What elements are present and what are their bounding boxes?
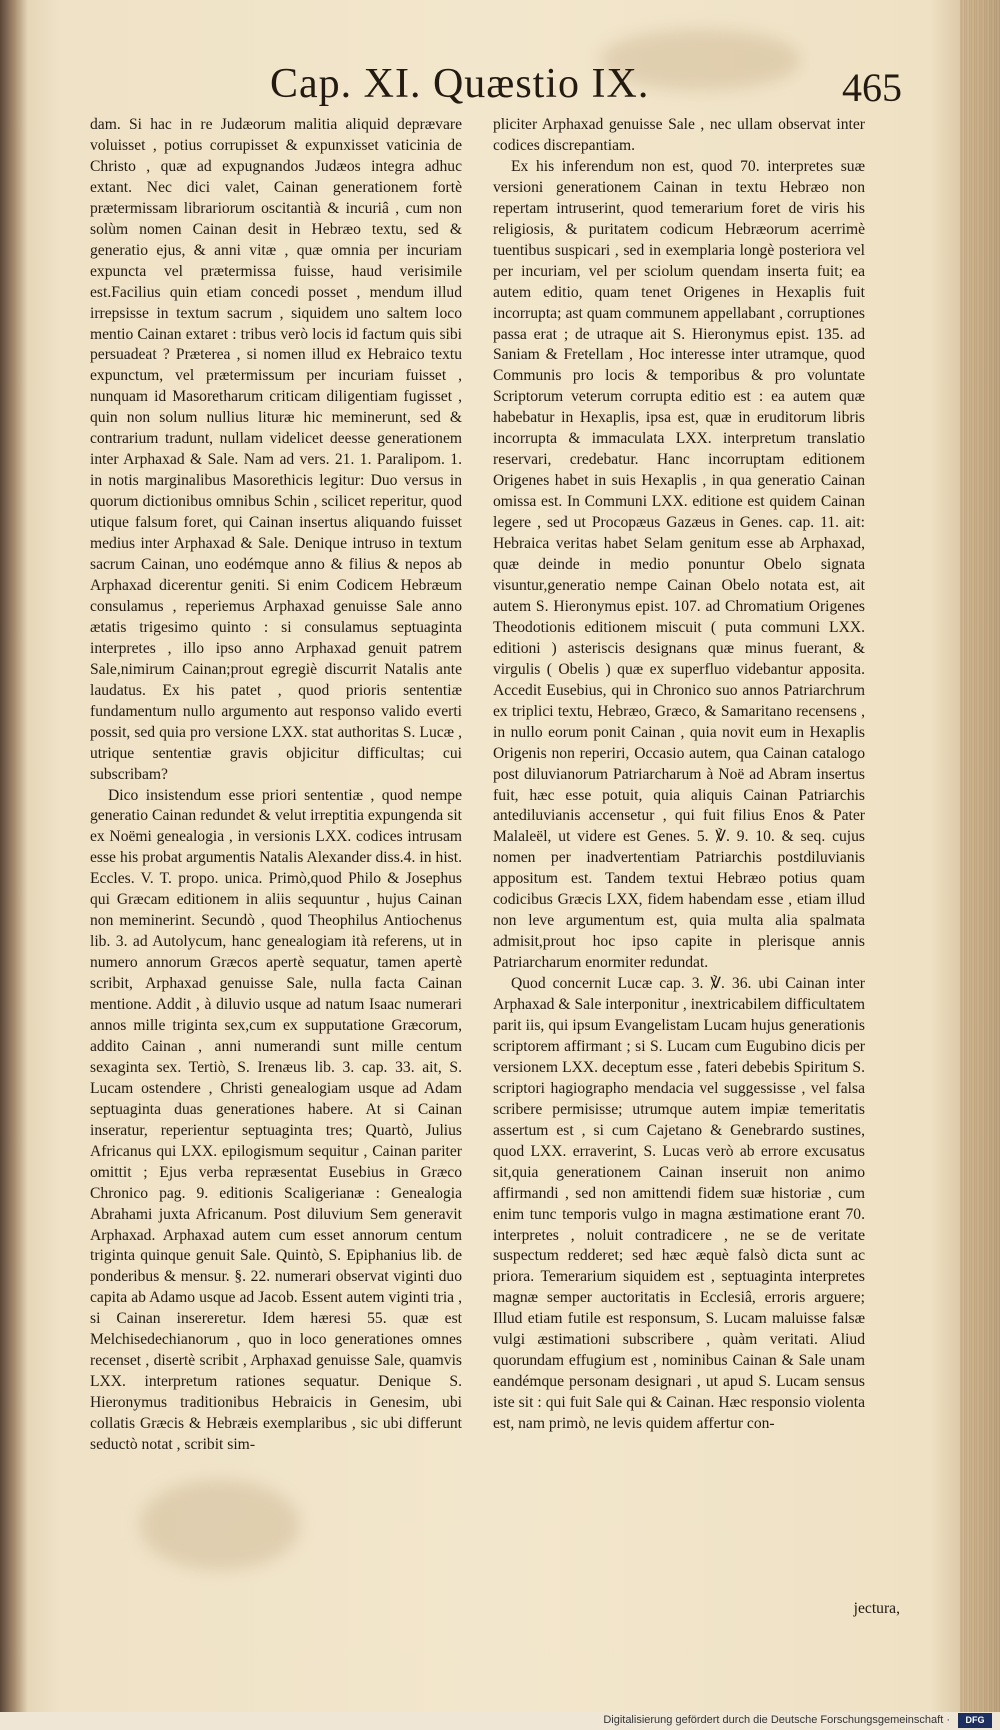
page-number: 465 [842, 65, 902, 110]
right-paragraph-1: pliciter Arphaxad genuisse Sale , nec ullam observat inter codices discrepantiam. [493, 116, 865, 154]
left-paragraph-1: dam. Si hac in re Judæorum malitia aliquid deprævare voluisset , potius corrupisset & expunxisset vaticinia de Christo , quæ ad expugnandos Judæos integra adhuc extant. Nec dici valet, Cainan generationem fortè prætermissam librariorum oscitantià & incuriâ , cum non solùm nomen Cainan desit in Hebræo textu, sed & generatio ejus, & anni vitæ , quæ omnia per incuriam expuncta vel prætermissa fuisse, haud verisimile est.Facilius quin etiam concedi posset , mendum illud irrepsisse in textum sacrum , siquidem uno saltem loco mentio Cainan extaret : tribus verò locis id factum quis sibi persuadeat ? Præterea , si nomen illud ex Hebraico textu expunctum, vel prætermissum per incuriam fuisset , nunquam id Masoretharum criticam diligentiam fugisset , quin non solum nullius lituræ hic meminerunt, sed & contrarium tradunt, nullam videlicet deesse generationem inter Arphaxad & Sale. Nam ad vers. 21. 1. Paralipom. 1. in notis marginalibus Masorethicis legitur: Duo versus in quorum dictionibus omnibus Schin , scilicet reperitur, quod utique falsum foret, qui Cainan insertus aliquando fuisset medius inter Arphaxad & Sale. Denique intruso in textum sacrum Cainan, uno eodémque anno & filius & nepos ab Arphaxad dicerentur geniti. Si enim Codicem Hebræum consulamus , reperiemus Arphaxad genuisse Sale anno ætatis trigesimo quinto : si consulamus septuaginta interpretes , illo ipso anno Arphaxad genuit patrem Sale,nimirum Cainan;prout egregiè discurrit Natalis ante laudatus. Ex his patet , quod prioris sententiæ fundamentum nullo argumento aut responso valido everti possit, sed quia pro versione LXX. stat authoritas S. Lucæ , utrique sententiæ gravis objicitur difficultas; cui subscribam? [90, 116, 462, 783]
page-header [90, 60, 910, 110]
left-paragraph-2: Dico insistendum esse priori sententiæ , quod nempe generatio Cainan redundet & velut irreptitia expungenda sit ex Noëmi genealogia , in versionis LXX. codices intrusam esse his probat argumentis Natalis Alexander diss.4. in hist. Eccles. V. T. propo. unica. Primò,quod Philo & Josephus qui Græcam editionem in aliis sequuntur , hujus Cainan non meminerint. Secundò , quod Theophilus Antiochenus lib. 3. ad Autolycum, hanc genealogiam ità referens, ut in numero annorum Græcos apertè sequatur, tamen apertè scribit, Arphaxad genuisse Sale, nulla facta Cainan mentione. Addit , à diluvio usque ad natum Isaac numerari annos mille triginta sex,cum ex supputatione Græcorum, addito Cainan , anni numerandi sunt mille centum sexaginta sex. Tertiò, S. Irenæus lib. 3. cap. 33. ait, S. Lucam ostendere , Christi genealogiam usque ad Adam septuaginta duas generationes habere. At si Cainan inseratur, reperientur septuaginta tres; Quartò, Julius Africanus qui LXX. epilogismum sequitur , Cainan pariter omittit ; Ejus verba repræsentat Eusebius in Græco Chronico pag. 9. editionis Scaligerianæ : Genealogia Abrahami juxta Africanum. Post diluvium Sem generavit Arphaxad. Arphaxad autem cum esset annorum centum triginta quinque genuit Sale. Quintò, S. Epiphanius lib. de ponderibus & mensur. §. 22. numerari observat viginti duo capita ab Adamo usque ad Jacob. Essent autem viginti tria , si Cainan insereretur. Idem hæresi 55. quæ est Melchisedechianorum , quo in loco generationes omnes recenset , disertè scribit , Arphaxad genuisse Sale, quamvis LXX. interpretum rationes sequatur. Denique S. Hieronymus traditionibus Hebraicis in Genesim, ubi collatis Græcis & Hebræis exemplaribus , sic ubi differunt seductò notat , scribit sim- [90, 786, 462, 1454]
dfg-logo: DFG [958, 1713, 992, 1728]
right-column [493, 115, 865, 1435]
digitization-footer [0, 1712, 1000, 1730]
right-paragraph-3: Quod concernit Lucæ cap. 3. ℣. 36. ubi Cainan inter Arphaxad & Sale interponitur , inextricabilem difficultatem parit iis, qui ipsum Evangelistam Lucam hujus generationis scriptorem affirmant ; si S. Lucam cum Eugubino dicis per versionem LXX. deceptum esse , fateri debebis Spiritum S. scriptori hagiographo mendacia vel suggessisse , vel falsa scribere permisisse; utrumque autem impiæ temeritatis assertum est , si cum Cajetano & Genebrardo sustines, quod LXX. erraverint, S. Lucas verò ab errore excusatus sit,quia generationem Cainan inseruit non animo affirmandi , sed non amittendi fidem suæ historiæ , cum enim tunc temporis vulgo in magna æstimatione erant 70. interpretes , noluit contradicere , ne se de veritate suspectum redderet; sed hæc æquè falsò dicta sunt ac priora. Temerarium siquidem est , septuaginta interpretes magnæ semper auctoritatis in Ecclesiâ, erroris arguere; Illud etiam futile est responsum, S. Lucam maluisse falsæ vulgi æstimationi subscribere , quàm veritati. Aliud quorundam effugium est , nominibus Cainan & Sale unam eandémque personam designari , ut apud S. Lucam sensus iste sit : qui fuit Sale qui & Cainan. Hæc responsio violenta est, nam primò, ne levis quidem affertur con- [493, 975, 865, 1433]
running-head: Cap. XI. Quæstio IX. [270, 61, 650, 107]
left-column [90, 115, 462, 1456]
right-paragraph-2: Ex his inferendum non est, quod 70. interpretes suæ versioni generationem Cainan in textu Hebræo non repertam intruserint, quod temerarium foret de viris his religiosis, & puritatem codicum Hebræorum acerrimè tuentibus suspicari , sed in exemplaria longè posteriora vel per incuriam, vel per sciolum quendam inserta fuit; ea autem editio, quam tenet Origenes in Hexaplis fuit incorrupta; ast quam communem appellabant , corruptiones passa erat ; de utraque ait S. Hieronymus epist. 135. ad Saniam & Fretellam , Hoc interesse inter utramque, quod Communis pro locis & temporibus & pro voluntate Scriptorum veterum corrupta editio est : ea autem quæ habebatur in Hexaplis, ipsa est, quæ in eruditorum libris incorrupta & immaculata LXX. interpretum translatio reservari, credebatur. Hanc incorruptam editionem Origenes habet in suis Hexaplis , in qua generatio Cainan omissa est. In Communi LXX. editione est quidem Cainan legere , sed ut Procopæus Gazæus in Genes. cap. 11. ait: Hebraica veritas habet Selam genitum esse ab Arphaxad, quæ deinde in medio ponuntur Obelo signata visuntur,generatio nempe Cainan Obelo notata est, ait autem S. Hieronymus epist. 107. ad Chromatium Origenes Theodotionis editionem miscuit ( puta communi LXX. editioni ) asteriscis designans quæ minus fuerant, & virgulis ( Obelis ) quæ ex superfluo videbantur apposita. Accedit Eusebius, qui in Chronico suo annos Patriarchrum ex triplici textu, Hebræo, Græco, & Samaritano recensens , in nullo eorum ponit Cainan , quia novit eum in Hexaplis Origenis non reperiri, Occasio autem, qua Cainan catalogo post diluvianorum Patriarcharum à Noë ad Abram insertus fuit, hæc esse potuit, quia aliquis Cainan Patriarchis antediluvianis accensetur , qui fuit filius Enos & Pater Malaleël, ut videre est Genes. 5. ℣. 9. 10. & seq. cujus nomen per inadvertentiam Patriarchis postdiluvianis appositum est. Tandem textui Hebræo potius quam codicibus Græcis LXX, fidem habendam esse , etiam illud non leve argumentum est, quia multa alia spalmata admisit,prout hoc ipso capite in plerisque annis Patriarcharum enormiter redundat. [493, 157, 865, 972]
catchword: jectura, [853, 1600, 900, 1617]
footer-credit: Digitalisierung gefördert durch die Deutsche Forschungsgemeinschaft · [603, 1714, 950, 1726]
